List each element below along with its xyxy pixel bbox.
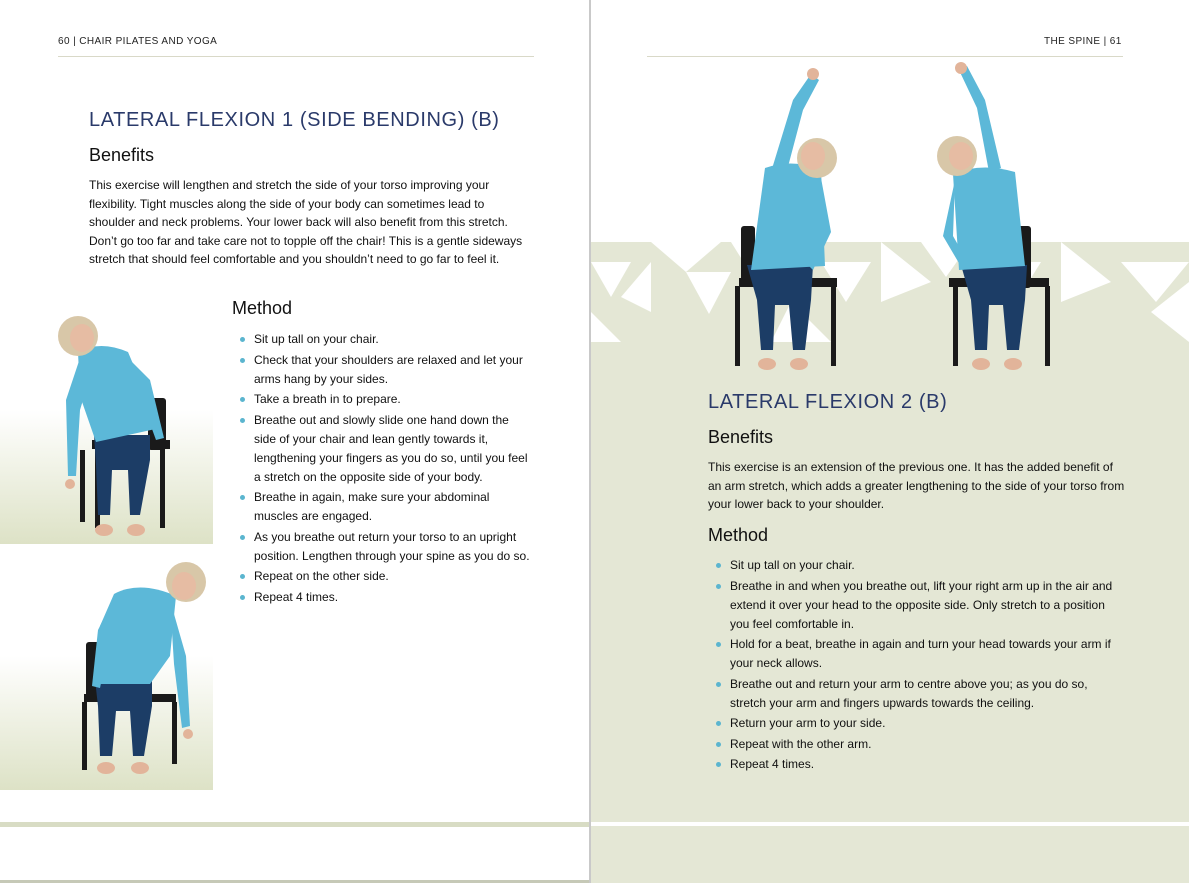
method-list bbox=[240, 330, 532, 608]
method-step-text: Repeat 4 times. bbox=[254, 589, 339, 604]
method-step bbox=[716, 735, 1116, 754]
method-step bbox=[716, 635, 1116, 673]
arm-stretch-figure-2 bbox=[937, 62, 1050, 370]
exercise-photo-2 bbox=[0, 546, 213, 790]
benefits-text: This exercise will lengthen and stretch the side of your torso improving your flexibility. Tight muscles along the side of your body can sometimes lead to shoulder and neck problems. Your lower back will also benefit from this stretch. Don’t go too far and take care not to topple off the chair! This is a gentle sideways stretch that should feel comfortable and you shouldn’t need to go far to feel it. bbox=[89, 178, 523, 266]
method-step-text: Return your arm to your side. bbox=[730, 716, 886, 730]
header-rule bbox=[58, 56, 534, 57]
side-bend-figure-illustration bbox=[0, 300, 213, 544]
bullet-icon bbox=[240, 535, 245, 540]
left-page bbox=[0, 0, 589, 883]
bullet-icon bbox=[716, 742, 721, 747]
bullet-icon bbox=[240, 397, 245, 402]
benefits-heading: Benefits bbox=[89, 145, 155, 165]
method-step-text: Take a breath in to prepare. bbox=[254, 392, 401, 406]
arm-stretch-figure-1 bbox=[735, 68, 837, 370]
right-page bbox=[591, 0, 1189, 883]
bullet-icon bbox=[716, 682, 721, 687]
method-step bbox=[716, 714, 1116, 733]
bullet-icon bbox=[240, 595, 245, 600]
method-step bbox=[240, 330, 532, 349]
method-step-text: Hold for a beat, breathe in again and turn your head towards your arm if your neck allows. bbox=[730, 637, 1111, 670]
bullet-icon bbox=[240, 574, 245, 579]
method-step-text: Breathe in again, make sure your abdominal muscles are engaged. bbox=[254, 490, 490, 523]
method-step bbox=[240, 567, 532, 586]
method-step-text: Check that your shoulders are relaxed and let your arms hang by your sides. bbox=[254, 352, 523, 386]
method-step bbox=[716, 675, 1116, 713]
arm-stretch-photos bbox=[721, 60, 1071, 380]
method-step-text: Sit up tall on your chair. bbox=[730, 558, 855, 572]
method-step bbox=[716, 556, 1116, 575]
bullet-icon bbox=[240, 495, 245, 500]
method-step bbox=[716, 755, 1116, 774]
method-list-2 bbox=[716, 556, 1116, 776]
header-rule bbox=[647, 56, 1123, 57]
method-step bbox=[240, 390, 532, 409]
method-step-text: Repeat with the other arm. bbox=[730, 736, 872, 751]
method-step bbox=[240, 528, 532, 566]
footer-sage bbox=[591, 826, 1189, 883]
method-step-text: Sit up tall on your chair. bbox=[254, 332, 379, 346]
method-step bbox=[240, 488, 532, 526]
method-step-text: Repeat 4 times. bbox=[730, 757, 815, 771]
bullet-icon bbox=[716, 762, 721, 767]
bullet-icon bbox=[716, 584, 721, 589]
bullet-icon bbox=[716, 642, 721, 647]
exercise-photo-1 bbox=[0, 300, 213, 544]
benefits-heading-2: Benefits bbox=[708, 427, 774, 447]
method-heading: Method bbox=[232, 298, 293, 318]
method-step-text: As you breathe out return your torso to an upright position. Lengthen through your spine as you do so. bbox=[254, 529, 530, 563]
bullet-icon bbox=[716, 721, 721, 726]
side-bend-figure-illustration-2 bbox=[0, 546, 213, 790]
method-heading-2: Method bbox=[708, 525, 769, 545]
exercise-title-2: LATERAL FLEXION 2 (B) bbox=[708, 391, 948, 413]
bullet-icon bbox=[240, 337, 245, 342]
bullet-icon bbox=[240, 418, 245, 423]
method-step-text: Breathe in and when you breathe out, lift your right arm up in the air and extend it over your head to the opposite side. Only stretch to a position you feel comfortable in. bbox=[730, 578, 1113, 631]
method-step bbox=[240, 351, 532, 389]
method-step bbox=[716, 577, 1116, 634]
exercise-title: LATERAL FLEXION 1 (SIDE BENDING) (B) bbox=[89, 109, 500, 131]
running-head-left: 60 | CHAIR PILATES AND YOGA bbox=[58, 36, 218, 47]
bullet-icon bbox=[240, 358, 245, 363]
method-step-text: Breathe out and slowly slide one hand down the side of your chair and lean gently towards it, lengthening your fingers as you do so, until you feel a stretch on the opposite side of your body. bbox=[254, 412, 528, 484]
method-step bbox=[240, 588, 532, 607]
benefits-text-2: This exercise is an extension of the previous one. It has the added benefit of an arm stretch, which adds a greater lengthening to the side of your torso from your lower back to your shoulder. bbox=[708, 460, 1125, 511]
method-step-text: Repeat on the other side. bbox=[254, 569, 389, 583]
running-head-right: THE SPINE | 61 bbox=[1044, 36, 1122, 47]
method-step bbox=[240, 411, 532, 487]
bullet-icon bbox=[716, 563, 721, 568]
method-step-text: Breathe out and return your arm to centre above you; as you do so, stretch your arm and fingers upwards towards the ceiling. bbox=[730, 676, 1088, 710]
footer-band bbox=[0, 822, 589, 827]
